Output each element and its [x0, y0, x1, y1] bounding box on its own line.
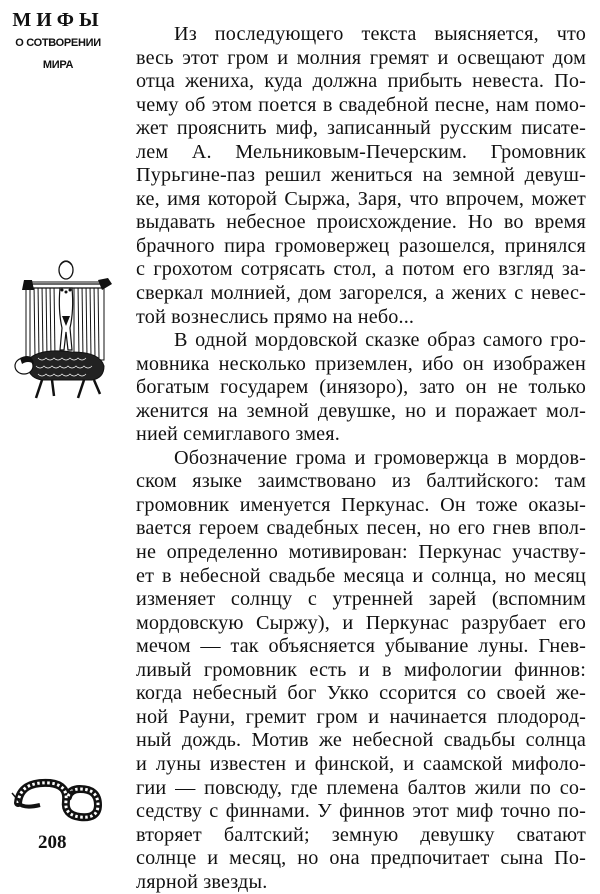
running-head-subtitle-line2: МИРА [42, 59, 74, 71]
text-line: Обозначение грома и громовержца в мордов- [174, 446, 586, 469]
text-line: весь этот гром и молния гремят и освещают дом [136, 46, 586, 69]
text-line: той вознеслись прямо на небо... [136, 305, 415, 328]
text-line: седству с финнами. У финнов этот миф точно по- [136, 800, 586, 823]
body-text [136, 23, 586, 894]
text-line: когда небесный бог Укко ссорится со своей же- [136, 682, 586, 705]
text-line: ной Рауни, гремит гром и начинается плодород- [136, 705, 586, 728]
text-line: выдавать небесное происхождение. Но во время [136, 211, 586, 234]
text-line: гии — повсюду, где племена балтов жили по со- [136, 776, 586, 799]
text-line: Пурьгине-паз решил жениться на земной девуш- [136, 164, 586, 187]
text-line: женится на земной девушке, но и поражает мол- [136, 399, 586, 422]
text-line: изменяет солнцу с утренней зарей (вспомним [136, 588, 586, 611]
text-line: и луны известен и финской, и саамской мифоло- [136, 752, 586, 775]
text-line: вторяет балтский; земную девушку сватают [136, 823, 586, 846]
figure-on-ram-illustration [12, 240, 112, 400]
text-line: ском языке заимствовано из балтийского: там [136, 470, 586, 493]
text-line: ке, имя которой Сыржа, Заря, что впрочем, может [136, 187, 586, 210]
running-head-title: МИФЫ [12, 9, 104, 31]
text-line: ный дождь. Мотив же небесной свадьбы солнца [136, 729, 586, 752]
text-line: вается героем свадебных песен, но его гнев впол- [136, 517, 586, 540]
text-line: громовник именуется Перкунас. Он тоже оказы- [136, 493, 586, 516]
text-line: отца жениха, куда должна прибыть невеста. По- [136, 70, 586, 93]
text-line: ливый громовник есть и в мифологии финнов: [136, 658, 586, 681]
text-line: лярной звезды. [136, 870, 268, 893]
text-line: сверкал молнией, дом загорелся, а жених с невес- [136, 282, 586, 305]
text-line: солнце и месяц, но она предпочитает сына По- [136, 847, 586, 870]
page-number: 208 [38, 832, 67, 853]
text-line: чему об этом поется в свадебной песне, нам помо- [136, 93, 586, 116]
text-line: В одной мордовской сказке образ самого гро- [174, 329, 586, 352]
serpent-ornament-illustration [10, 775, 105, 825]
text-line: мордовскую Сыржу), и Перкунас разрубает его [136, 611, 586, 634]
text-line: мовника несколько приземлен, ибо он изображен [136, 352, 586, 375]
text-line: мечом — так объясняется убывание луны. Гнев- [136, 635, 586, 658]
text-line: богатым государем (инязоро), зато он не только [136, 376, 586, 399]
text-line: жет прояснить миф, записанный русским писате- [136, 117, 586, 140]
text-line: не определенно мотивирован: Перкунас участву- [136, 541, 586, 564]
text-line: лем А. Мельниковым-Печерским. Громовник [136, 140, 586, 163]
text-line: Из последующего текста выясняется, что [174, 23, 586, 45]
text-line: брачного пира громовержец разошелся, принялся [136, 234, 586, 257]
text-line: ет в небесной свадьбе месяца и солнца, но месяц [136, 564, 586, 587]
text-line: нией семиглавого змея. [136, 423, 340, 446]
running-head-subtitle-line1: О СОТВОРЕНИИ [15, 37, 101, 49]
page-margin [0, 0, 130, 871]
running-head [8, 8, 108, 76]
text-line: с грохотом сотрясать стол, а потом его взгляд за- [136, 258, 586, 281]
